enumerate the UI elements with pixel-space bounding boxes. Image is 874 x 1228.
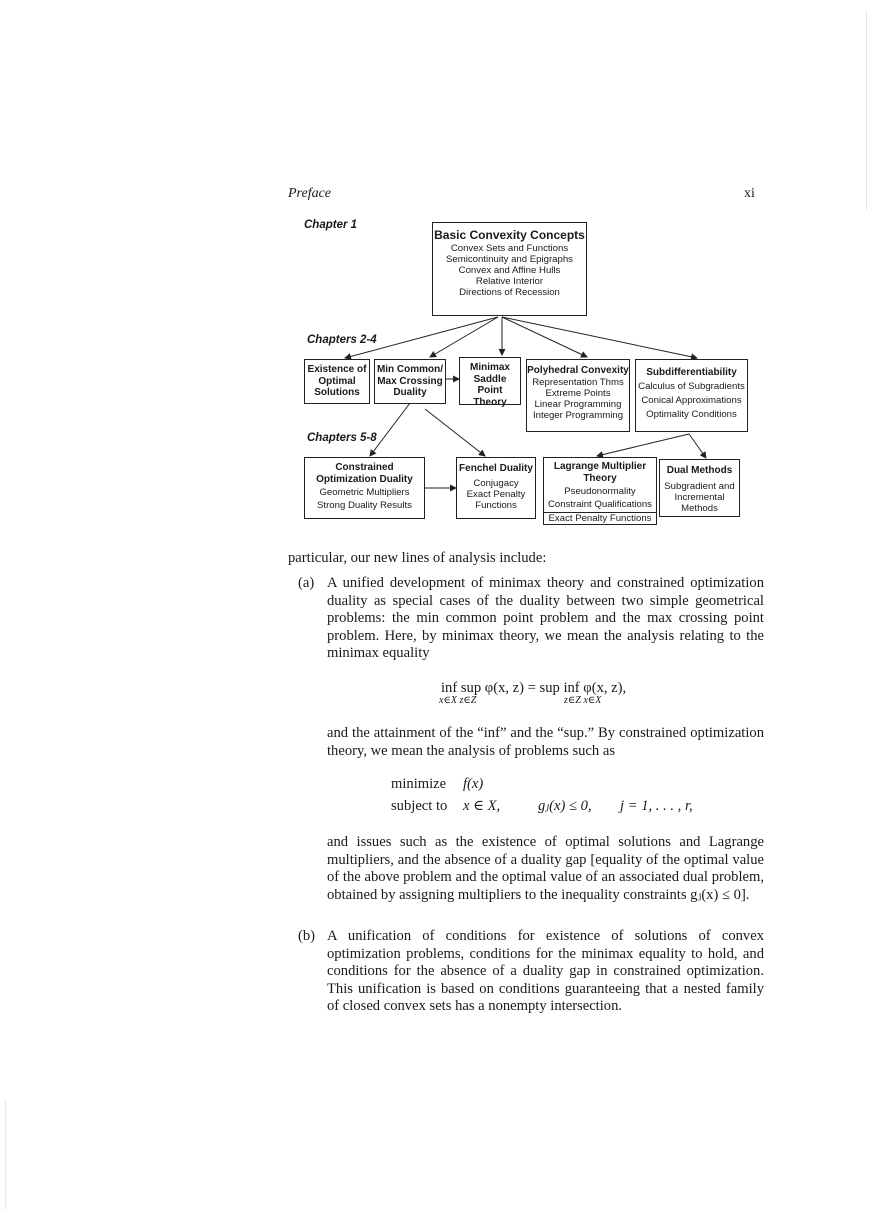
box-title-line: Optimal: [318, 375, 356, 387]
box-line: Incremental: [674, 491, 725, 503]
problem-set-constraint: x ∈ X,: [463, 798, 501, 814]
box-line: Extreme Points: [545, 387, 611, 399]
scan-edge-line: [5, 1100, 6, 1210]
box-title-line: Theory: [583, 472, 617, 484]
box-subdifferentiability: [635, 359, 748, 432]
problem-minimize-keyword: minimize: [391, 776, 447, 792]
intro-sentence: particular, our new lines of analysis include:: [288, 550, 547, 566]
box-fenchel-duality: [456, 457, 536, 519]
box-line: Conjugacy: [473, 477, 519, 489]
box-line: Subgradient and: [664, 480, 735, 492]
box-line: Geometric Multipliers: [319, 487, 410, 498]
box-title-line: Lagrange Multiplier: [553, 461, 647, 472]
item-a-label: (a): [298, 575, 315, 591]
box-title: Basic Convexity Concepts: [434, 228, 585, 242]
problem-index-range: j = 1, . . . , r,: [620, 798, 693, 814]
box-title: Dual Methods: [666, 465, 733, 476]
box-line: Semicontinuity and Epigraphs: [446, 253, 573, 265]
box-title: Subdifferentiability: [646, 367, 737, 378]
problem-objective: f(x): [463, 776, 484, 792]
box-line: Representation Thms: [532, 376, 624, 388]
box-line: Relative Interior: [475, 275, 544, 287]
item-a-paragraph-1: A unified development of minimax theory and constrained optimization duality as special cases of the duality between two simple geometrical problems: the min common point problem and the max crossing point problem. Here, by minimax theory, we mean the analysis relating to the minimax equality: [327, 575, 764, 662]
box-polyhedral-convexity: [526, 359, 630, 432]
box-line: Strong Duality Results: [317, 500, 412, 512]
box-line: Optimality Conditions: [646, 408, 737, 420]
box-line: Exact Penalty Functions: [544, 512, 656, 524]
box-constrained-optimization-duality: [304, 457, 425, 519]
box-line: Convex and Affine Hulls: [458, 264, 561, 276]
box-existence-optimal-solutions: [304, 359, 370, 404]
box-title: Fenchel Duality: [459, 463, 533, 474]
box-title: Polyhedral Convexity: [527, 365, 629, 376]
chapters-2-4-label: Chapters 2-4: [307, 334, 377, 346]
chapter-1-label: Chapter 1: [304, 219, 358, 231]
box-title-line: Constrained: [335, 462, 394, 473]
box-title-line: Max Crossing: [377, 375, 443, 387]
box-line: Calculus of Subgradients: [638, 380, 745, 392]
problem-subject-to-keyword: subject to: [391, 798, 448, 814]
box-line: Integer Programming: [532, 409, 624, 421]
problem-inequality-constraint: gⱼ(x) ≤ 0,: [538, 798, 592, 814]
box-line: Constraint Qualifications: [548, 499, 652, 511]
box-title-line: Solutions: [314, 387, 360, 398]
box-line: Exact Penalty: [466, 488, 526, 500]
box-title-line: Min Common/: [376, 364, 444, 375]
page-number: xi: [744, 186, 755, 201]
equation-sup-inf-subscripts: z∈Z x∈X: [564, 695, 602, 706]
box-title-line: Minimax: [469, 362, 510, 373]
box-line: Pseudonormality: [564, 486, 636, 497]
box-line: Methods: [681, 502, 718, 514]
box-title-line: Theory: [473, 396, 507, 408]
item-a-paragraph-3: and issues such as the existence of optimal solutions and Lagrange multipliers, and the absence of a duality gap [equality of the optimal value of the above problem and the optimal value of an associated dual problem, obtained by assigning multipliers to the inequality constraints gⱼ(x) ≤ 0].: [327, 834, 764, 903]
minimax-equation: inf sup φ(x, z) = sup inf φ(x, z),: [441, 680, 627, 696]
running-header-title: Preface: [288, 186, 332, 201]
equation-inf-sup-subscripts: x∈X z∈Z: [439, 695, 477, 706]
box-title-line: Duality: [393, 387, 427, 398]
box-title-line: Existence of: [307, 364, 367, 375]
box-min-common-max-crossing: [374, 359, 446, 404]
item-b-label: (b): [298, 928, 316, 944]
box-dual-methods: [659, 459, 740, 517]
box-minimax-saddle-point: [459, 357, 521, 408]
box-line: Directions of Recession: [459, 286, 560, 298]
box-lagrange-multiplier-theory: [543, 457, 657, 525]
item-b-paragraph: A unification of conditions for existence of solutions of convex optimization problems, conditions for the minimax equality to hold, and conditions for the absence of a duality gap in constrained optimization. This unification is based on conditions guaranteeing that a nested family of closed convex sets has a nonempty intersection.: [327, 928, 764, 1015]
box-title-line: Optimization Duality: [316, 473, 413, 485]
box-line: Functions: [475, 499, 517, 511]
chapters-5-8-label: Chapters 5-8: [307, 432, 377, 444]
box-line: Linear Programming: [534, 398, 622, 410]
item-a-paragraph-2: and the attainment of the “inf” and the “sup.” By constrained optimization theory, we mean the analysis of problems such as: [327, 725, 764, 759]
box-line: Convex Sets and Functions: [450, 242, 569, 254]
box-title-line: Saddle Point: [473, 373, 507, 396]
box-line: Conical Approximations: [641, 394, 742, 406]
box-basic-convexity-concepts: [432, 222, 587, 316]
scan-edge-line: [866, 10, 867, 210]
